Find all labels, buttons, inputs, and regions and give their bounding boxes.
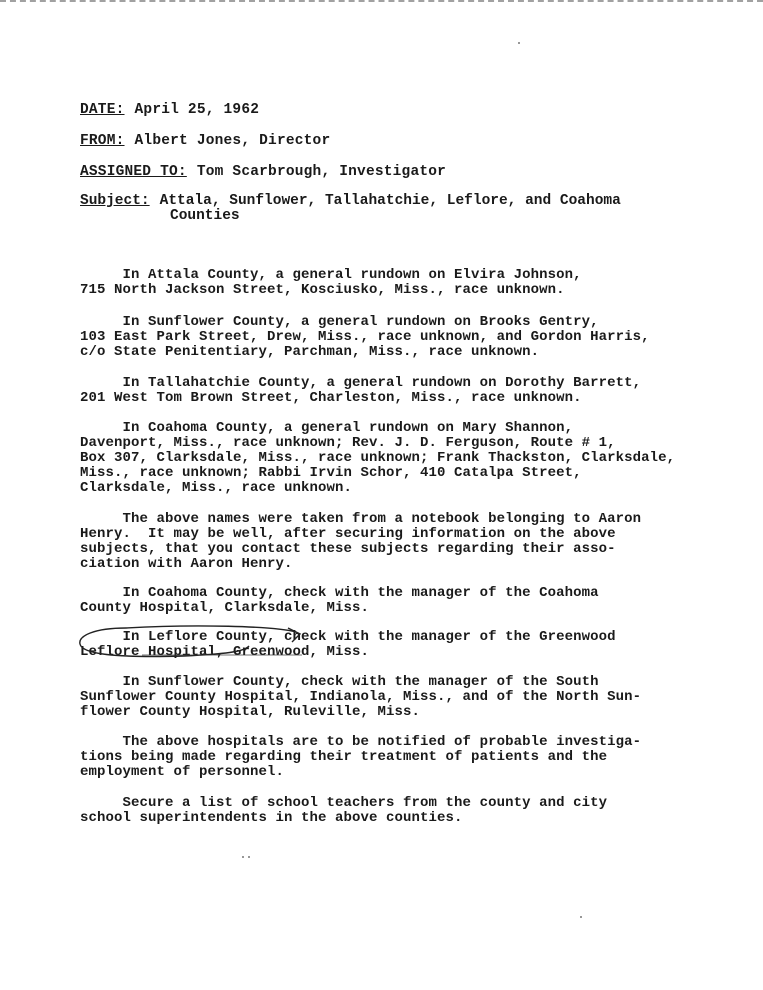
subject-value: Attala, Sunflower, Tallahatchie, Leflore, and Coahoma [159, 193, 621, 209]
top-perforation [0, 0, 763, 8]
subject-label: Subject: [80, 193, 150, 209]
paragraph-attala: In Attala County, a general rundown on Elvira Johnson, 715 North Jackson Street, Kosciusko, Miss., race unknown. [80, 267, 582, 298]
assigned-to-line [80, 164, 446, 180]
paragraph-aaron-henry: The above names were taken from a notebook belonging to Aaron Henry. It may be well, after securing information on the above subjects, that you contact these subjects regarding their asso- ciation with Aaron Henry. [80, 511, 642, 572]
paragraph-coahoma-hospital: In Coahoma County, check with the manager of the Coahoma County Hospital, Clarksdale, Miss. [80, 585, 599, 616]
subject-value-continued: Counties [170, 208, 240, 224]
from-line [80, 133, 330, 149]
paragraph-tallahatchie: In Tallahatchie County, a general rundown on Dorothy Barrett, 201 West Tom Brown Street, Charleston, Miss., race unknown. [80, 375, 642, 406]
date-value: April 25, 1962 [134, 102, 260, 118]
assigned-to-value: Tom Scarbrough, Investigator [196, 164, 447, 180]
scan-speck [242, 856, 244, 858]
paragraph-coahoma-rundown: In Coahoma County, a general rundown on Mary Shannon, Davenport, Miss., race unknown; Rev. J. D. Ferguson, Route # 1, Box 307, Clarksdale, Miss., race unknown; Frank Thackston, Clarksdale, Miss., race unknown; Rabbi Irvin Schor, 410 Catalpa Street, Clarksdale, Miss., race unknown. [80, 420, 676, 496]
paragraph-sunflower-hospitals: In Sunflower County, check with the manager of the South Sunflower County Hospital, Indianola, Miss., and of the North Sun- flower County Hospital, Ruleville, Miss. [80, 674, 642, 720]
from-value: Albert Jones, Director [134, 133, 331, 149]
date-label: DATE: [80, 102, 125, 118]
subject-line [80, 193, 621, 209]
paragraph-school-teachers: Secure a list of school teachers from the county and city school superintendents in the above counties. [80, 795, 608, 826]
paragraph-leflore-hospital: In Leflore County, check with the manager of the Greenwood Leflore Hospital, Greenwood, Miss. [80, 629, 616, 660]
scan-speck [248, 856, 250, 858]
from-label: FROM: [80, 133, 125, 149]
paragraph-sunflower: In Sunflower County, a general rundown on Brooks Gentry, 103 East Park Street, Drew, Miss., race unknown, and Gordon Harris, c/o State Penitentiary, Parchman, Miss., race unknown. [80, 314, 650, 360]
scan-speck [518, 42, 520, 44]
scan-speck [580, 916, 582, 918]
paragraph-hospital-notification: The above hospitals are to be notified of probable investiga- tions being made regarding their treatment of patients and the employment of personnel. [80, 734, 642, 780]
assigned-to-label: ASSIGNED TO: [80, 164, 187, 180]
date-line [80, 102, 259, 118]
